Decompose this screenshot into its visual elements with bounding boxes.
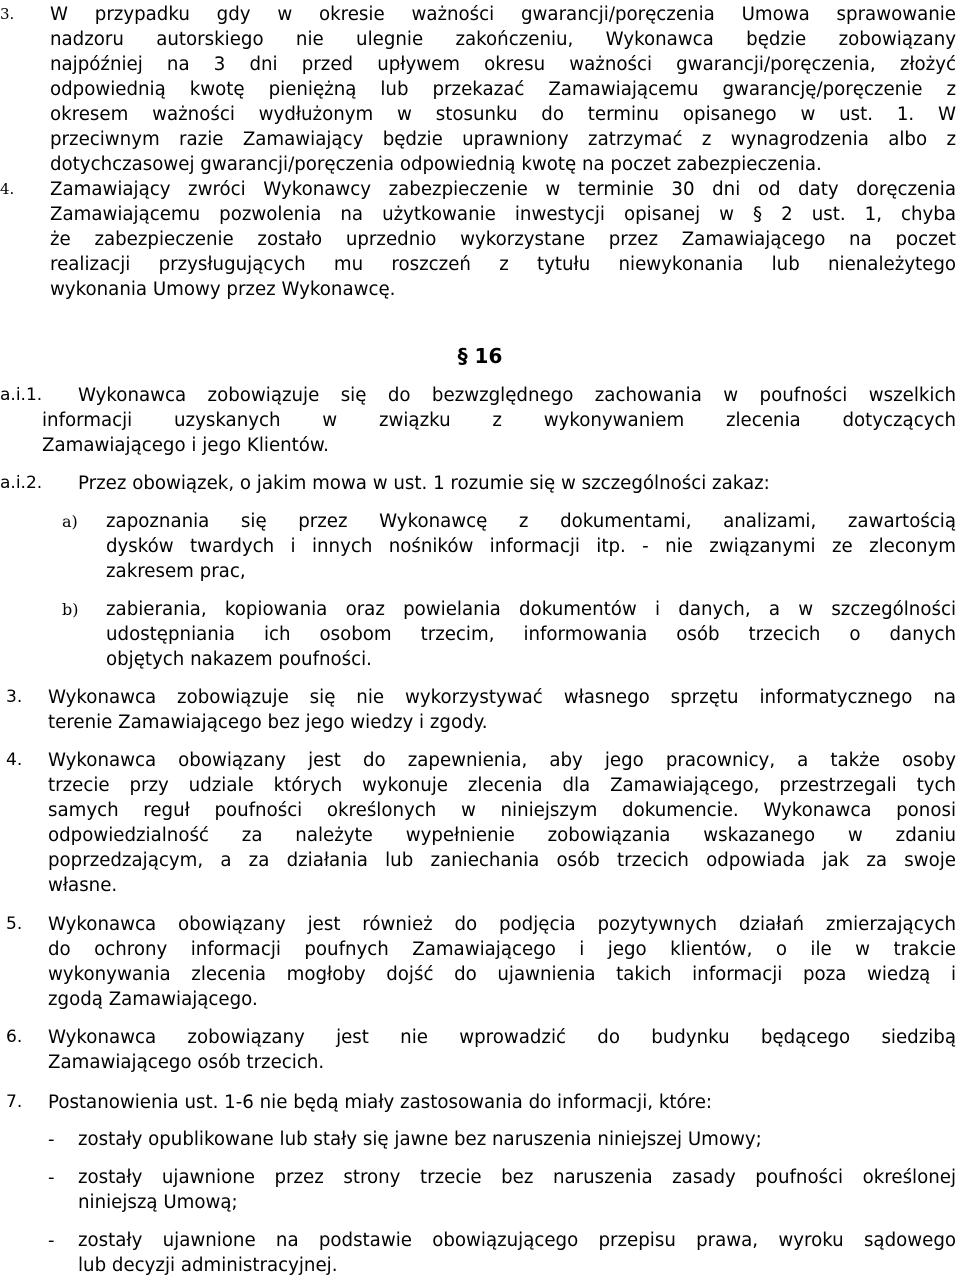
clause-5-protective-actions [0,912,956,1012]
clause-line: wykonywania zlecenia mogłoby dojść do ujawnienia takich informacji poza wiedzą i [48,964,956,985]
paragraph-line: okresem ważności wydłużonym w stosunku do terminu opisanego w ust. 1. W [50,104,956,125]
clause-number: 3. [6,687,23,707]
exception-line: zostały opublikowane lub stały się jawne bez naruszenia niniejszej Umowy; [78,1129,762,1150]
exception-line: lub decyzji administracyjnej. [78,1255,338,1276]
clause-number: 4. [6,750,23,770]
paragraph-line: wykonania Umowy przez Wykonawcę. [50,279,396,300]
clause-line: Przez obowiązek, o jakim mowa w ust. 1 rozumie się w szczególności zakaz: [78,473,770,494]
section-heading: § 16 [457,344,503,368]
clause-6-no-third-parties [0,1025,956,1075]
subclause-line: objętych nakazem poufności. [106,649,372,670]
paragraph-line: Zamawiający zwróci Wykonawcy zabezpieczenie w terminie 30 dni od daty doręczenia [50,179,956,200]
clause-prohibition-scope [0,471,956,496]
clause-number: 7. [6,1092,23,1112]
paragraph-4-security-return [0,177,956,302]
clause-line: Wykonawca obowiązany jest również do podjęcia pozytywnych działań zmierzających [48,914,956,935]
clause-number: 5. [6,914,23,934]
paragraph-line: nadzoru autorskiego nie ulegnie zakończeniu, Wykonawca będzie zobowiązany [50,29,956,50]
clause-number: a.i.1. [0,385,43,405]
clause-line: trzecie przy udziale których wykonuje zlecenia dla Zamawiającego, przestrzegali tych [48,775,956,796]
dash-marker: - [48,1230,55,1251]
clause-3-no-own-equipment [0,685,956,735]
exception-line: zostały ujawnione na podstawie obowiązującego przepisu prawa, wyroku sądowego [78,1230,956,1251]
paragraph-line: najpóźniej na 3 dni przed upływem okresu ważności gwarancji/poręczenia, złożyć [50,54,956,75]
paragraph-line: odpowiednią kwotę pieniężną lub przekazać Zamawiającemu gwarancję/poręczenie z [50,79,956,100]
paragraph-line: przeciwnym razie Zamawiający będzie uprawniony zatrzymać z wynagrodzenia albo z [50,129,956,150]
subclause-a [0,509,956,584]
subclause-label: b) [62,600,79,619]
paragraph-line: Zamawiającemu pozwolenia na użytkowanie inwestycji opisanej w § 2 ust. 1, chyba [50,204,956,225]
exception-line: zostały ujawnione przez strony trzecie bez naruszenia zasady poufności określonej [78,1167,956,1188]
exception-item-third-party-disclosure [0,1165,956,1215]
clause-line: Zamawiającego osób trzecich. [48,1052,325,1073]
clause-line: samych reguł poufności określonych w niniejszym dokumencie. Wykonawca ponosi [48,800,956,821]
subclause-b [0,597,956,672]
clause-line: do ochrony informacji poufnych Zamawiającego i jego klientów, o ile w trakcie [48,939,956,960]
paragraph-line: dotychczasowej gwarancji/poręczenia odpowiednią kwotę na poczet zabezpieczenia. [50,154,822,175]
paragraph-line: W przypadku gdy w okresie ważności gwarancji/poręczenia Umowa sprawowanie [50,4,956,25]
exception-item-legal-requirement [0,1228,956,1278]
subclause-line: zapoznania się przez Wykonawcę z dokumentami, analizami, zawartością [106,511,956,532]
dash-marker: - [48,1129,55,1150]
clause-line: Wykonawca obowiązany jest do zapewnienia, aby jego pracownicy, a także osoby [48,750,956,771]
clause-number: a.i.2. [0,473,43,493]
dash-marker: - [48,1167,55,1188]
clause-line: terenie Zamawiającego bez jego wiedzy i zgody. [48,712,488,733]
clause-line: odpowiedzialność za należyte wypełnienie zobowiązania wskazanego w zdaniu [48,825,956,846]
paragraph-line: realizacji przysługujących mu roszczeń z tytułu niewykonania lub nienależytego [50,254,956,275]
clause-confidentiality-obligation [0,383,956,458]
clause-line: Wykonawca zobowiązuje się do bezwzględnego zachowania w poufności wszelkich [78,385,956,406]
clause-line: Postanowienia ust. 1-6 nie będą miały zastosowania do informacji, które: [48,1092,713,1113]
clause-line: Wykonawca zobowiązany jest nie wprowadzić do budynku będącego siedzibą [48,1027,956,1048]
subclause-line: udostępniania ich osobom trzecim, informowania osób trzecich o danych [106,624,956,645]
clause-line: Zamawiającego i jego Klientów. [42,435,329,456]
clause-line: zgodą Zamawiającego. [48,989,258,1010]
clause-line: informacji uzyskanych w związku z wykonywaniem zlecenia dotyczących [42,410,956,431]
subclause-line: zabierania, kopiowania oraz powielania dokumentów i danych, a w szczególności [106,599,956,620]
paragraph-number: 4. [0,180,15,198]
clause-number: 6. [6,1027,23,1047]
exception-line: niniejszą Umową; [78,1192,238,1213]
clause-4-staff-compliance [0,748,956,898]
clause-line: poprzedzającym, a za działania lub zaniechania osób trzecich odpowiada jak za swoje [48,850,956,871]
clause-7-exceptions [0,1090,956,1115]
paragraph-3-guarantee-extension [0,2,956,177]
subclause-line: dysków twardych i innych nośników informacji itp. - nie związanymi ze zleconym [106,536,956,557]
paragraph-number: 3. [0,5,15,23]
clause-line: własne. [48,875,118,896]
exception-item-published [0,1127,956,1152]
paragraph-line: że zabezpieczenie zostało uprzednio wykorzystane przez Zamawiającego na poczet [50,229,956,250]
subclause-label: a) [62,512,78,531]
subclause-line: zakresem prac, [106,561,246,582]
clause-line: Wykonawca zobowiązuje się nie wykorzystywać własnego sprzętu informatycznego na [48,687,956,708]
